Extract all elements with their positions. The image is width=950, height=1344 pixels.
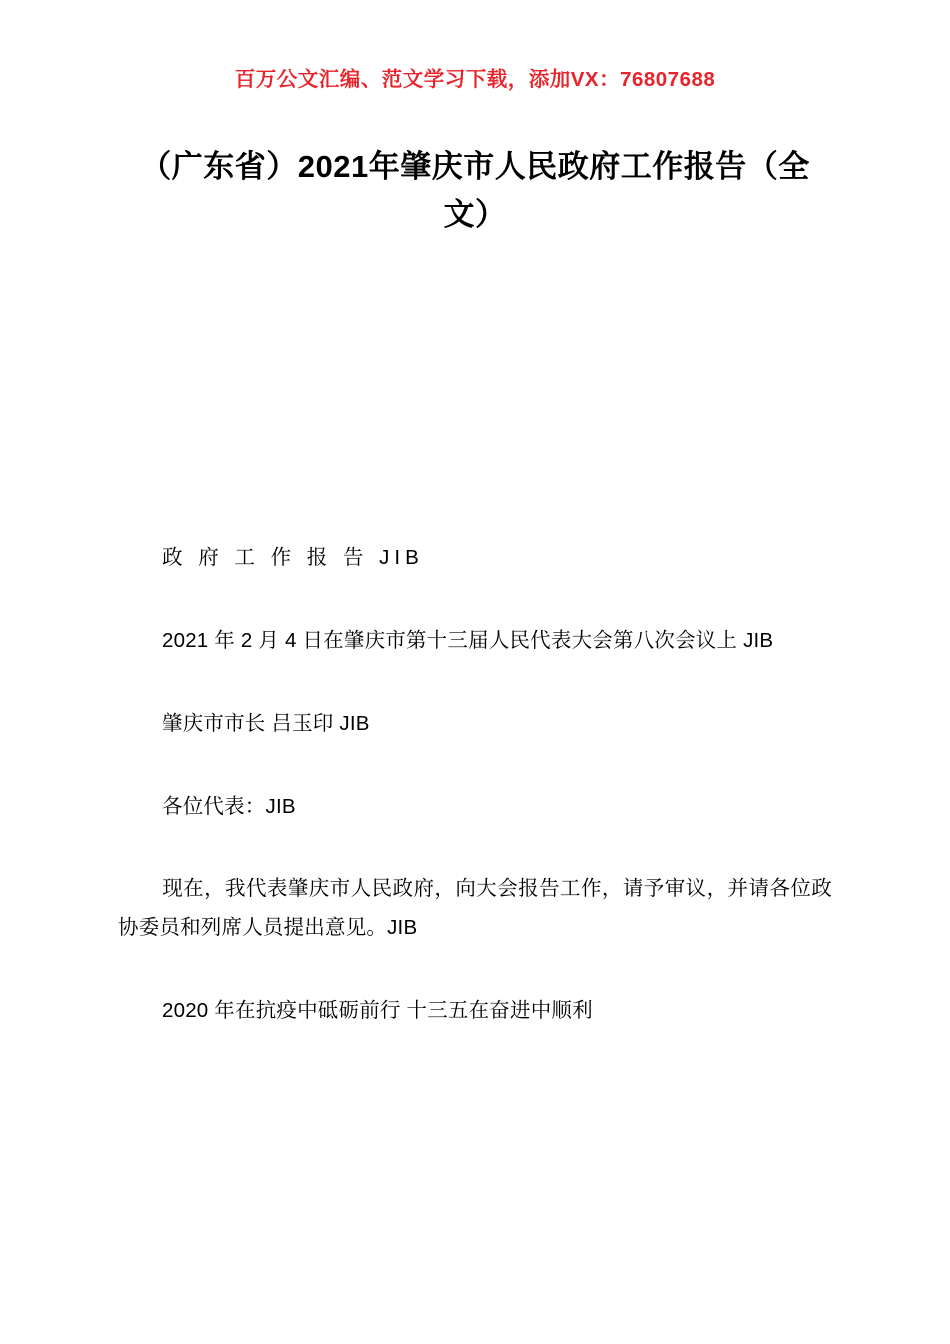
paragraph-text: 2021 年 2 月 4 日在肇庆市第十三届人民代表大会第八次会议上 JIB [162,628,774,652]
document-body [118,539,832,1032]
paragraph-text: 政 府 工 作 报 告 JIB [162,545,424,569]
paragraph-text: 2020 年在抗疫中砥砺前行 十三五在奋进中顺利 [162,999,593,1023]
promo-banner: 百万公文汇编、范文学习下载，添加VX：76807688 [234,68,716,91]
paragraph-opening-statement [118,870,832,948]
paragraph-report-heading [118,539,832,578]
paragraph-salutation [118,788,832,827]
page-title: （广东省）2021年肇庆市人民政府工作报告（全文） [140,148,810,232]
paragraph-text: 现在，我代表肇庆市人民政府，向大会报告工作，请予审议，并请各位政协委员和列席人员提出意见。JIB [118,877,832,940]
paragraph-meeting-info [118,622,832,661]
paragraph-text: 各位代表：JIB [162,794,296,818]
paragraph-section-lead [118,992,832,1031]
paragraph-text: 肇庆市市长 吕玉印 JIB [162,711,370,735]
paragraph-speaker [118,705,832,744]
